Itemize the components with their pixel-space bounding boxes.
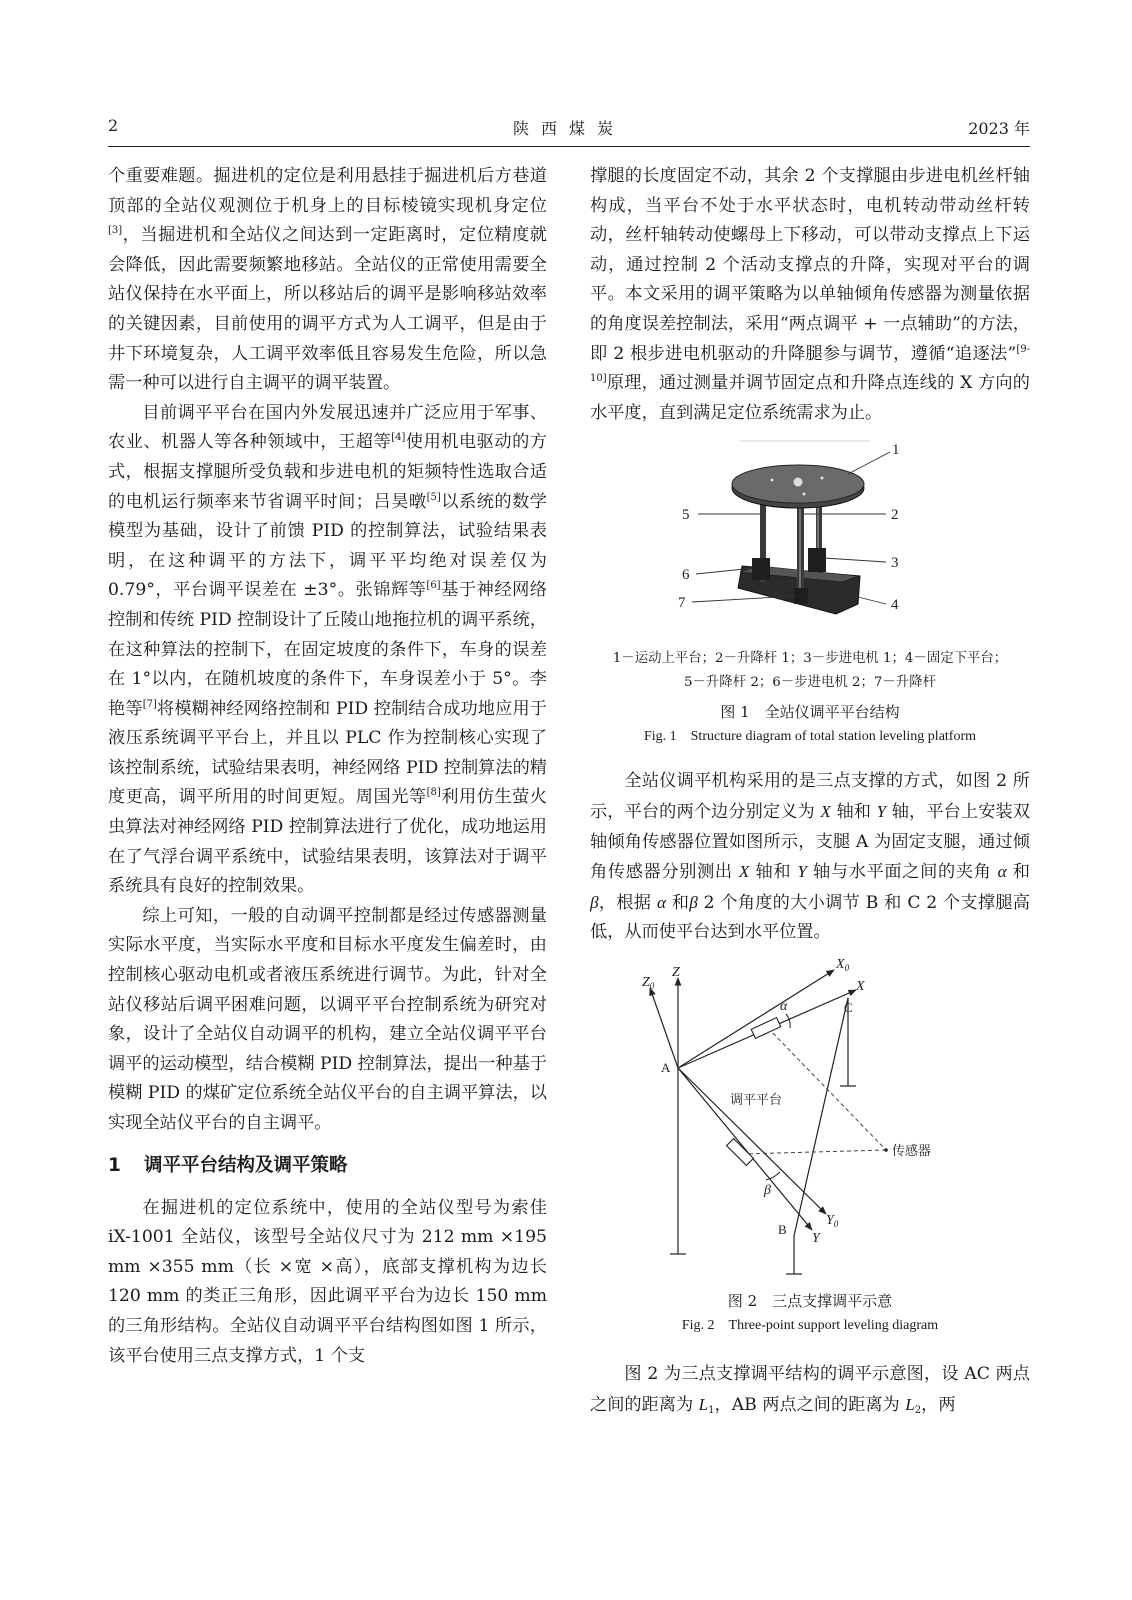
callout-5: 5 bbox=[682, 507, 690, 524]
citation[interactable]: [8] bbox=[426, 787, 441, 799]
figure-1-legend: 1－运动上平台；2－升降杆 1；3－步进电机 1；4－固定下平台； 5－升降杆 2；6－步进电机 2；7－升降杆 bbox=[612, 651, 1008, 691]
label-sensor: 传感器 bbox=[892, 1143, 932, 1159]
figure-2-caption-cn: 图 2 三点支撑调平示意 bbox=[727, 1291, 893, 1310]
citation[interactable]: [9-10] bbox=[590, 343, 1030, 385]
callout-4: 4 bbox=[891, 597, 899, 614]
callout-3: 3 bbox=[891, 555, 899, 572]
page-number: 2 bbox=[108, 116, 119, 135]
callout-7: 7 bbox=[678, 595, 686, 612]
figure-1-platform-structure bbox=[590, 438, 1030, 643]
journal-name: 陕西煤炭 bbox=[512, 119, 625, 138]
label-a: A bbox=[661, 1059, 671, 1075]
label-c: C bbox=[844, 999, 853, 1015]
label-alpha: α bbox=[780, 998, 788, 1014]
figure-2-leveling-diagram bbox=[590, 954, 1030, 1284]
platform-illustration bbox=[590, 438, 1030, 643]
label-z0: $Z_0$ bbox=[642, 974, 655, 991]
label-beta: β bbox=[764, 1182, 771, 1198]
label-platform: 调平平台 bbox=[730, 1092, 783, 1108]
citation[interactable]: [3] bbox=[108, 225, 123, 237]
section-number: 1 bbox=[108, 1154, 121, 1176]
figure-2-caption-en: Fig. 2 Three-point support leveling diagram bbox=[681, 1317, 939, 1333]
header-rule bbox=[108, 146, 1030, 147]
figure-1-caption-en: Fig. 1 Structure diagram of total station leveling platform bbox=[643, 729, 977, 745]
section-title: 调平平台结构及调平策略 bbox=[144, 1154, 348, 1176]
running-header bbox=[108, 116, 1030, 140]
paragraph-summary: 综上可知，一般的自动调平控制都是经过传感器测量实际水平度，当实际水平度和目标水平度发生偏差时，由控制核心驱动电机或者液压系统进行调节。为此，针对全站仪移站后调平困难问题，以调平平台控制系统为研究对象，设计了全站仪自动调平的机构，建立全站仪调平平台调平的运动模型，结合模糊 PID 控制算法，提出一种基于模糊 PID 的煤矿定位系统全站仪平台的自主调平算法，以实现全站仪平台的自主调平。 bbox=[108, 905, 547, 1133]
citation[interactable]: [5] bbox=[426, 491, 441, 503]
section-heading bbox=[108, 1151, 547, 1181]
label-x: X bbox=[856, 978, 865, 994]
left-column bbox=[108, 162, 547, 1371]
paragraph-leveling-geometry: 图 2 为三点支撑调平结构的调平示意图，设 AC 两点之间的距离为 $L_1$，AB 两点之间的距离为 $L_2$，两 bbox=[590, 1363, 1030, 1416]
journal-year: 2023 年 bbox=[968, 119, 1030, 138]
label-y0: $Y_0$ bbox=[826, 1212, 839, 1229]
citation[interactable]: [6] bbox=[426, 580, 441, 592]
figure-1-caption-cn: 图 1 全站仪调平平台结构 bbox=[720, 703, 900, 722]
callout-6: 6 bbox=[682, 567, 690, 584]
three-point-support-diagram bbox=[590, 954, 1030, 1284]
citation[interactable]: [7] bbox=[142, 698, 157, 710]
callout-2: 2 bbox=[891, 507, 899, 524]
paragraph-three-point-support: 全站仪调平机构采用的是三点支撑的方式，如图 2 所示，平台的两个边分别定义为 X 轴和 Y 轴，平台上安装双轴倾角传感器位置如图所示，支腿 A 为固定支腿，通过倾角传感器分别测出 X 轴和 Y 轴与水平面之间的夹角 α 和β，根据 α 和β 2 个角度的大小调节 B 和 C 2 个支撑腿高低，从而使平台达到水平位置。 bbox=[590, 771, 1030, 943]
callout-1: 1 bbox=[892, 442, 900, 459]
label-y: Y bbox=[812, 1230, 820, 1246]
citation[interactable]: [4] bbox=[391, 432, 406, 444]
label-x0: $X_0$ bbox=[836, 956, 850, 973]
paragraph-intro-continued: 个重要难题。掘进机的定位是利用悬挂于掘进机后方巷道顶部的全站仪观测位于机身上的目标棱镜实现机身定位[3]，当掘进机和全站仪之间达到一定距离时，定位精度就会降低，因此需要频繁地移站。全站仪的正常使用需要全站仪保持在水平面上，所以移站后的调平是影响移站效率的关键因素，目前使用的调平方式为人工调平，但是由于井下环境复杂，人工调平效率低且容易发生危险，所以急需一种可以进行自主调平的调平装置。 bbox=[108, 166, 547, 394]
right-column bbox=[590, 162, 1030, 1420]
paragraph-related-work: 目前调平平台在国内外发展迅速并广泛应用于军事、农业、机器人等各种领域中，王超等[4]使用机电驱动的方式，根据支撑腿所受负载和步进电机的矩频特性选取合适的电机运行频率来节省调平时间；吕昊暾[5]以系统的数学模型为基础，设计了前馈 PID 的控制算法，试验结果表明，在这种调平的方法下，调平平均绝对误差仅为 0.79°，平台调平误差在 ±3°。张锦辉等[6]基于神经网络控制和传统 PID 控制设计了丘陵山地拖拉机的调平系统，在这种算法的控制下，在固定坡度的条件下，车身的误差在 1°以内，在随机坡度的条件下，车身误差小于 5°。李艳等[7]将模糊神经网络控制和 PID 控制结合成功地应用于液压系统调平平台上，并且以 PLC 作为控制核心实现了该控制系统，试验结果表明，神经网络 PID 控制算法的精度更高，调平所用的时间更短。周国光等[8]利用仿生萤火虫算法对神经网络 PID 控制算法进行了优化，成功地运用在了气浮台调平系统中，试验结果表明，该算法对于调平系统具有良好的控制效果。 bbox=[108, 402, 547, 897]
label-b: B bbox=[778, 1221, 787, 1237]
paragraph-platform-structure: 在掘进机的定位系统中，使用的全站仪型号为索佳 iX-1001 全站仪，该型号全站仪尺寸为 212 mm ×195 mm ×355 mm（长 ×宽 ×高），底部支撑机构为边长 120 mm 的类正三角形，因此调平平台为边长 150 mm 的三角形结构。全站仪自动调平平台结构图如图 1 所示，该平台使用三点支撑方式，1 个支 bbox=[108, 1197, 547, 1366]
paragraph-leveling-strategy: 撑腿的长度固定不动，其余 2 个支撑腿由步进电机丝杆轴构成，当平台不处于水平状态时，电机转动带动丝杆转动，丝杆轴转动使螺母上下移动，可以带动支撑点上下运动，通过控制 2 个活动支撑点的升降，实现对平台的调平。本文采用的调平策略为以单轴倾角传感器为测量依据的角度误差控制法，采用“两点调平 + 一点辅助”的方法，即 2 根步进电机驱动的升降腿参与调节，遵循“追逐法”[9-10]原理，通过测量并调节固定点和升降点连线的 X 方向的水平度，直到满足定位系统需求为止。 bbox=[590, 166, 1030, 423]
label-z: Z bbox=[672, 964, 680, 980]
